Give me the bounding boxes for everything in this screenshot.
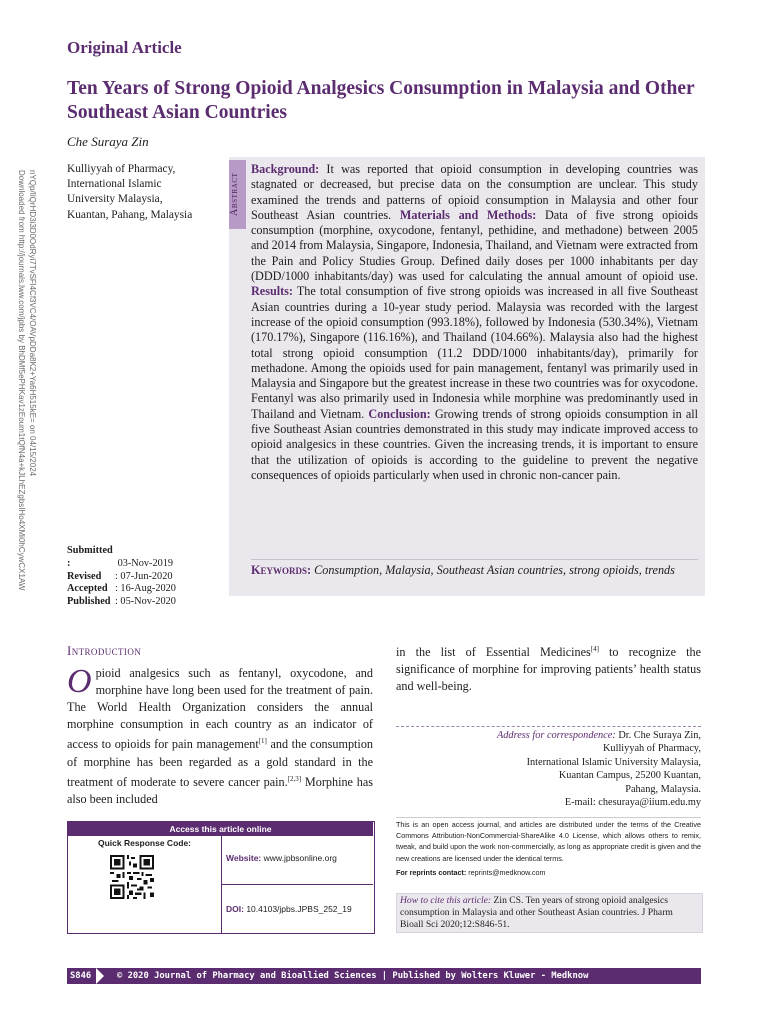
article-title: Ten Years of Strong Opioid Analgesics Consumption in Malaysia and Other Southeast Asian Countries: [67, 78, 695, 123]
reference-mark[interactable]: [2,3]: [287, 774, 302, 783]
access-online-heading: Access this article online: [68, 822, 373, 836]
date-label: Revised: [67, 570, 102, 582]
correspondence-label: Address for correspondence:: [496, 730, 616, 741]
website-label: Website:: [226, 853, 262, 863]
website-link[interactable]: www.jpbsonline.org: [261, 853, 337, 863]
doi-label: DOI:: [226, 904, 244, 914]
affiliation-line: University Malaysia,: [67, 193, 163, 206]
website: [226, 853, 337, 863]
intro-text: Morphine has also been included: [67, 774, 374, 806]
qr-label: Quick Response Code:: [97, 838, 192, 848]
date-row: [67, 583, 227, 596]
drop-cap: O: [67, 663, 92, 700]
reprints-label: For reprints contact:: [396, 868, 467, 877]
citation-body: Zin CS. Ten years of strong opioid analgesics consumption in Malaysia and other Southeast Asian countries. J Pharm Bioall Sci 2020;12:S846-51.: [400, 895, 673, 931]
email-line[interactable]: E-mail: chesuraya@iium.edu.my: [564, 797, 701, 809]
date-value: : 07-Jun-2020: [115, 570, 173, 582]
intro-text: to recognize the significance of morphine for improving patients’ health status and well-being.: [396, 645, 701, 694]
license-notice: This is an open access journal, and articles are distributed under the terms of the Creative Commons Attribution-NonCommercial-ShareAlike 4.0 License, which allows others to remix, tweak, and build upon the work non-commercially, as long as appropriate credit is given and the new creations are licensed under the identical terms.: [396, 817, 701, 864]
background-label: Background:: [251, 162, 320, 176]
article-dates: [67, 545, 227, 609]
footer-text: © 2020 Journal of Pharmacy and Bioallied Sciences | Published by Wolters Kluwer - Medknow: [117, 971, 589, 981]
divider: [396, 726, 701, 727]
citation-label: How to cite this article:: [400, 895, 492, 906]
doi: [226, 904, 352, 914]
correspondence-address: [396, 729, 701, 809]
article-type: Original Article: [67, 38, 182, 57]
abstract-text: [251, 162, 698, 483]
qr-code-icon[interactable]: [110, 855, 154, 899]
date-label: Submitted :: [67, 545, 113, 569]
affiliation-line: Kuantan, Pahang, Malaysia: [67, 208, 193, 221]
conclusion-label: Conclusion:: [368, 406, 431, 421]
date-row: [67, 571, 227, 584]
address-line: Kuantan Campus, 25200 Kuantan,: [558, 770, 701, 782]
reference-mark[interactable]: [4]: [590, 645, 599, 653]
methods-label: Materials and Methods:: [399, 207, 537, 222]
address-line: Pahang, Malaysia.: [625, 783, 701, 795]
intro-text: in the list of Essential Medicines: [396, 645, 591, 660]
date-label: Accepted: [67, 583, 108, 595]
background-text: It was reported that opioid consumption in developing countries was stagnated or decreased, but precise data on the consumption are unclear. This study examined the trends and patterns of opioid consumption in Malaysia and other four Southeast Asian countries.: [251, 162, 698, 222]
keywords-text: Consumption, Malaysia, Southeast Asian countries, strong opioids, trends: [311, 563, 675, 577]
download-note-line: Downloaded from http://journals.lww.com/jpbs by BhDMf5ePHKav1zEoum1tQfN4a+kJLhEZgbsIHo4XMi0hCywCX1AW: [17, 170, 26, 591]
methods-text: Data of five strong opioids consumption (morphine, oxycodone, fentanyl, pethidine, and methadone) between 2005 and 2014 from Malaysia, Singapore, Indonesia, Thailand, and Vietnam were extracted from the Pain and Policy Studies Group. Defined daily doses per 1000 inhabitants per day (DDD/1000 inhabitants/day) was used for calculating the annual amount of opioid use.: [251, 207, 699, 284]
reprints-email[interactable]: reprints@medknow.com: [466, 868, 546, 877]
address-line: Kulliyyah of Pharmacy,: [603, 743, 701, 755]
author: Che Suraya Zin: [67, 134, 149, 149]
affiliation: [67, 162, 212, 223]
results-label: Results:: [251, 284, 293, 299]
doi-link[interactable]: 10.4103/jpbs.JPBS_252_19: [243, 904, 352, 914]
page-number: S846: [67, 968, 106, 984]
date-row: [67, 596, 227, 609]
address-line: International Islamic University Malaysia,: [526, 756, 701, 768]
date-value: 03-Nov-2019: [115, 557, 174, 569]
keywords-label: Keywords:: [251, 563, 312, 577]
footer-arrow-icon: [96, 968, 104, 984]
intro-text: and the consumption of morphine has been regarded as a gold standard in the treatment of moderate to severe cancer pain.: [67, 737, 374, 789]
date-row: [67, 545, 227, 571]
keywords: [251, 559, 698, 579]
date-label: Published: [67, 596, 111, 608]
affiliation-line: International Islamic: [67, 178, 162, 191]
abstract-label: Abstract: [229, 160, 246, 229]
affiliation-line: Kulliyyah of Pharmacy,: [67, 163, 176, 175]
introduction-heading: Introduction: [67, 643, 142, 658]
reference-mark[interactable]: [1]: [258, 737, 267, 746]
page-footer: [67, 968, 701, 984]
reprints-contact: [396, 868, 701, 877]
date-value: : 05-Nov-2020: [115, 596, 176, 608]
results-text: The total consumption of five strong opioids was increased in all five Southeast Asian countries during a 10-year study period. Malaysia was recorded with the largest increase of the opioid consumption (993.18%), followed by Indonesia (530.34%), Vietnam (170.17%), Singapore (116.16%), and Thailand (104.66%). Malaysia also had the highest total strong opioid consumption (11.2 DDD/1000 inhabitants/day), primarily for methadone. Among the opioids used for pain management, fentanyl was primarily used in Malaysia and Singapore but the greatest increase in these two countries was for oxycodone. Fentanyl was also primarily used in Indonesia while morphine was predominantly used in Thailand and Vietnam.: [251, 284, 698, 421]
introduction-body: [67, 665, 373, 808]
citation-text: [400, 895, 698, 932]
download-watermark: [16, 170, 42, 640]
date-value: : 16-Aug-2020: [115, 583, 176, 595]
download-note-line: nYQp/IlQrHD3i3D0OdRyi7TvSFl4Cf3VC4/OAVpDDa8K2+Ya6H515kE= on 04/15/2024: [28, 170, 37, 477]
correspondence-name: Dr. Che Suraya Zin,: [615, 730, 701, 741]
intro-text: pioid analgesics such as fentanyl, oxycodone, and morphine have long been used for the treatment of pain. The World Health Organization considers the annual morphine consumption in each country as an indicator of access to opioids for pain management: [67, 666, 373, 752]
divider: [221, 884, 373, 885]
conclusion-text: Growing trends of strong opioids consumption in all five Southeast Asian countries demonstrated in this study may indicate improved access to opioid analgesics in these countries. Given the increasing trends, it is important to ensure that the utilization of opioids is according to the guideline to prevent the negative consequences of opioids particularly when used in chronic non-cancer pain.: [251, 406, 699, 482]
introduction-continued: [396, 641, 701, 695]
